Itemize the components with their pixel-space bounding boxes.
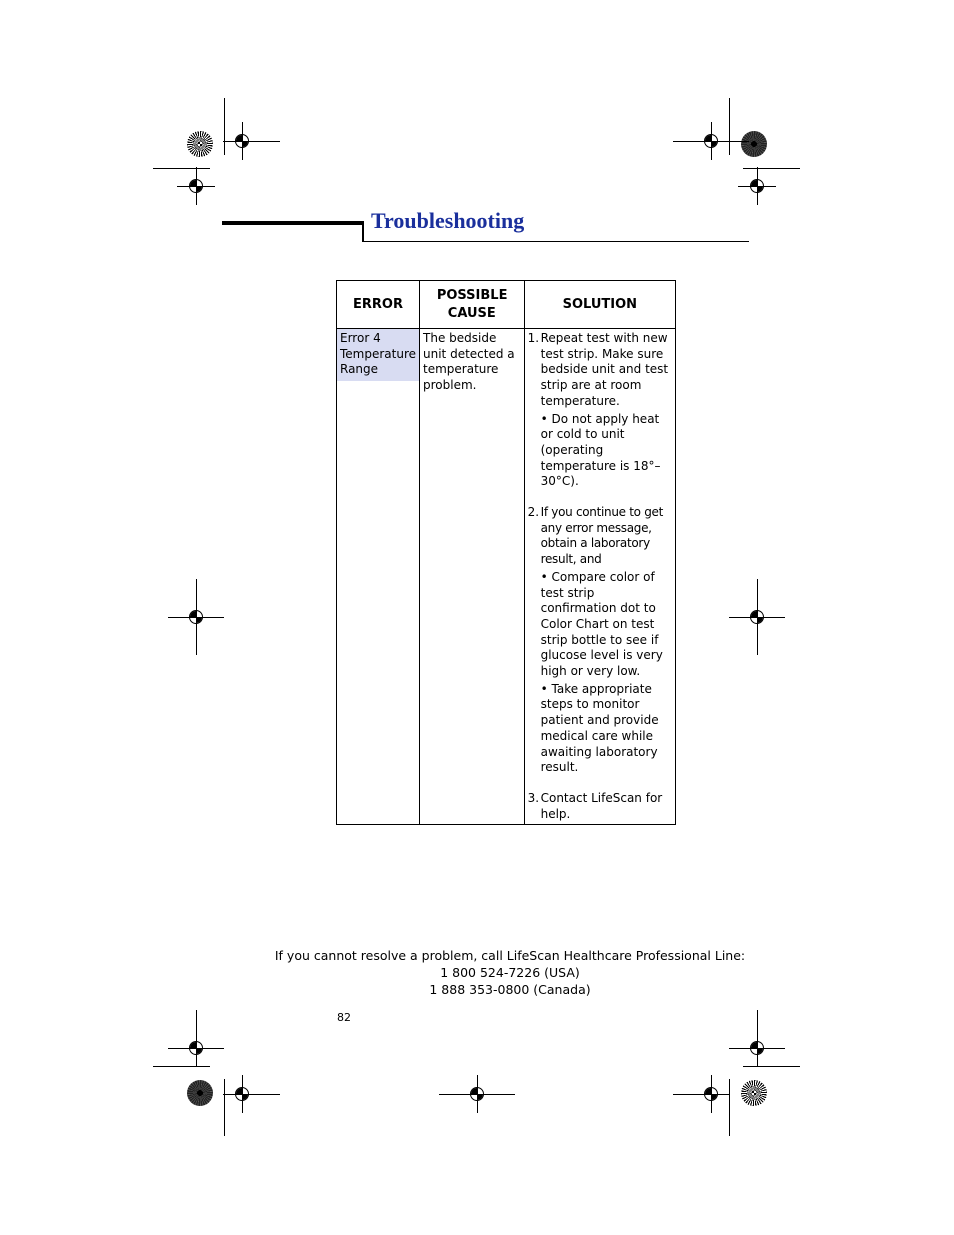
step-text: Contact LifeScan for help. [540, 790, 663, 821]
bullet-item: • Take appropriate steps to monitor patient and provide medical care while awaiting laboratory result. [540, 681, 659, 775]
table-header-row [337, 281, 676, 329]
step-text: If you continue to get any error message, obtain a laboratory result, and [540, 505, 664, 567]
error-label: Error 4 Temperature Range [337, 329, 419, 381]
step-text: Repeat test with new test strip. Make sure bedside unit and test strip are at room temperature. [540, 331, 669, 408]
bullet-item: • Compare color of test strip confirmation dot to Color Chart on test strip bottle to see if glucose level is very high or very low. [540, 569, 663, 679]
solution-step [528, 791, 672, 822]
registration-star-icon [187, 1080, 213, 1106]
crop-line [224, 98, 225, 155]
table-row [337, 329, 676, 825]
column-header: ERROR [337, 281, 420, 329]
registration-star-icon [741, 1080, 767, 1106]
crop-line [729, 1079, 730, 1136]
registration-star-icon [187, 131, 213, 157]
crop-line [242, 141, 280, 142]
crop-line [153, 168, 210, 169]
column-header-text: POSSIBLE CAUSE [436, 287, 508, 321]
error-cell [337, 329, 420, 825]
column-header [420, 281, 525, 329]
page-number: 82 [337, 1011, 351, 1024]
footer-contact [0, 947, 954, 998]
page-title: Troubleshooting [371, 208, 525, 233]
cause-cell: The bedside unit detected a temperature problem. [420, 329, 525, 825]
solution-step [528, 505, 672, 776]
footer-phone-usa: 1 800 524-7226 (USA) [440, 965, 580, 980]
crop-line [224, 1079, 225, 1136]
header-rule-thick [222, 221, 364, 225]
header-rule-corner [362, 221, 364, 242]
crop-line [743, 1066, 800, 1067]
header-rule-thin [362, 241, 749, 242]
crop-line [729, 98, 730, 155]
troubleshooting-table [336, 280, 676, 825]
solution-step [528, 331, 672, 490]
crop-line [153, 1066, 210, 1067]
registration-star-icon [741, 131, 767, 157]
step-number: 1. [527, 331, 540, 345]
footer-line: If you cannot resolve a problem, call LifeScan Healthcare Professional Line: [274, 948, 746, 963]
bullet-item: • Do not apply heat or cold to unit (operating temperature is 18°–30°C). [540, 411, 661, 489]
crop-line [743, 168, 800, 169]
column-header: SOLUTION [524, 281, 675, 329]
step-number: 3. [527, 790, 540, 805]
footer-phone-canada: 1 888 353-0800 (Canada) [429, 982, 591, 997]
step-number: 2. [527, 505, 540, 520]
solution-cell [524, 329, 675, 825]
